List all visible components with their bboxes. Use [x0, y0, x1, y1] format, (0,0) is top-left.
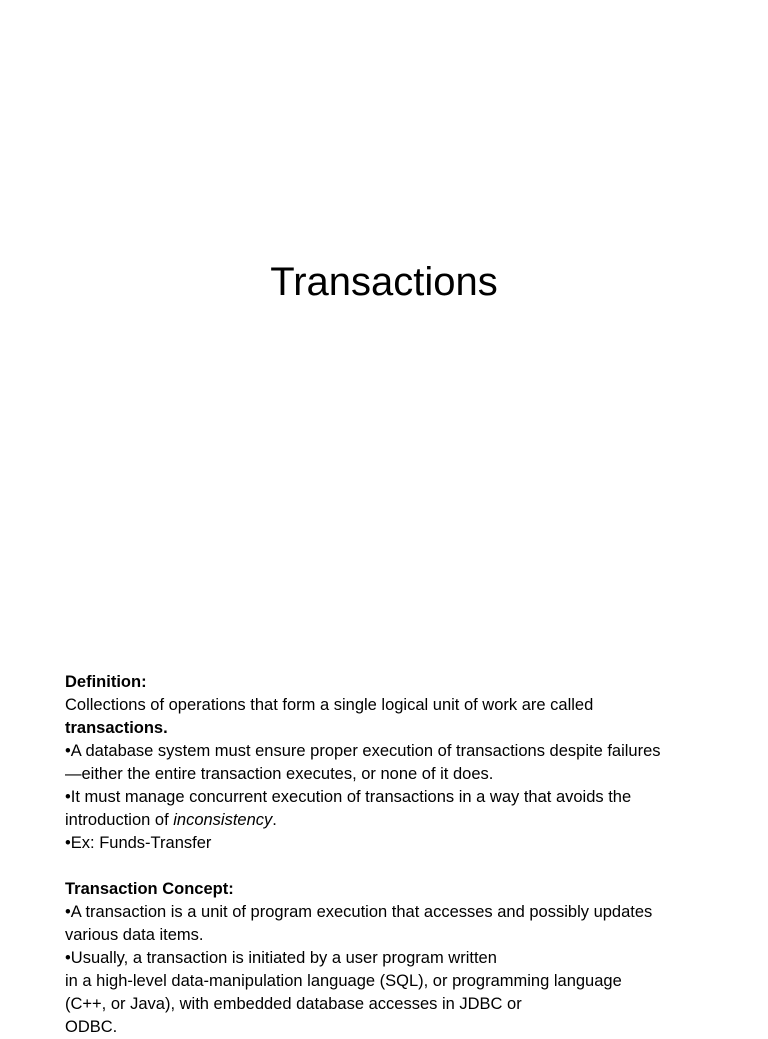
- definition-bullet-1-cont: —either the entire transaction executes, or none of it does.: [65, 765, 494, 783]
- bullet-2-prefix: introduction of: [65, 811, 174, 829]
- concept-heading: Transaction Concept:: [65, 880, 234, 898]
- section-spacer: [65, 855, 725, 878]
- concept-bullet-1: •A transaction is a unit of program execution that accesses and possibly updates: [65, 903, 653, 921]
- bullet-2-suffix: .: [272, 811, 277, 829]
- concept-bullet-2-line-4: ODBC.: [65, 1018, 118, 1036]
- definition-heading: Definition:: [65, 673, 147, 691]
- concept-bullet-2-line-2: in a high-level data-manipulation language (SQL), or programming language: [65, 972, 622, 990]
- definition-bullet-3: •Ex: Funds-Transfer: [65, 834, 212, 852]
- concept-bullet-1-cont: various data items.: [65, 926, 204, 944]
- slide-body: [65, 671, 725, 1039]
- page-title: Transactions: [270, 260, 498, 304]
- concept-bullet-2-line-3: (C++, or Java), with embedded database accesses in JDBC or: [65, 995, 522, 1013]
- definition-bullet-2-cont: [65, 809, 725, 832]
- definition-term: transactions.: [65, 719, 168, 737]
- definition-bullet-1: •A database system must ensure proper execution of transactions despite failures: [65, 742, 661, 760]
- definition-bullet-2: •It must manage concurrent execution of transactions in a way that avoids the: [65, 788, 632, 806]
- definition-intro: Collections of operations that form a single logical unit of work are called: [65, 696, 594, 714]
- concept-bullet-2: •Usually, a transaction is initiated by a user program written: [65, 949, 497, 967]
- inconsistency-term: inconsistency: [173, 811, 273, 829]
